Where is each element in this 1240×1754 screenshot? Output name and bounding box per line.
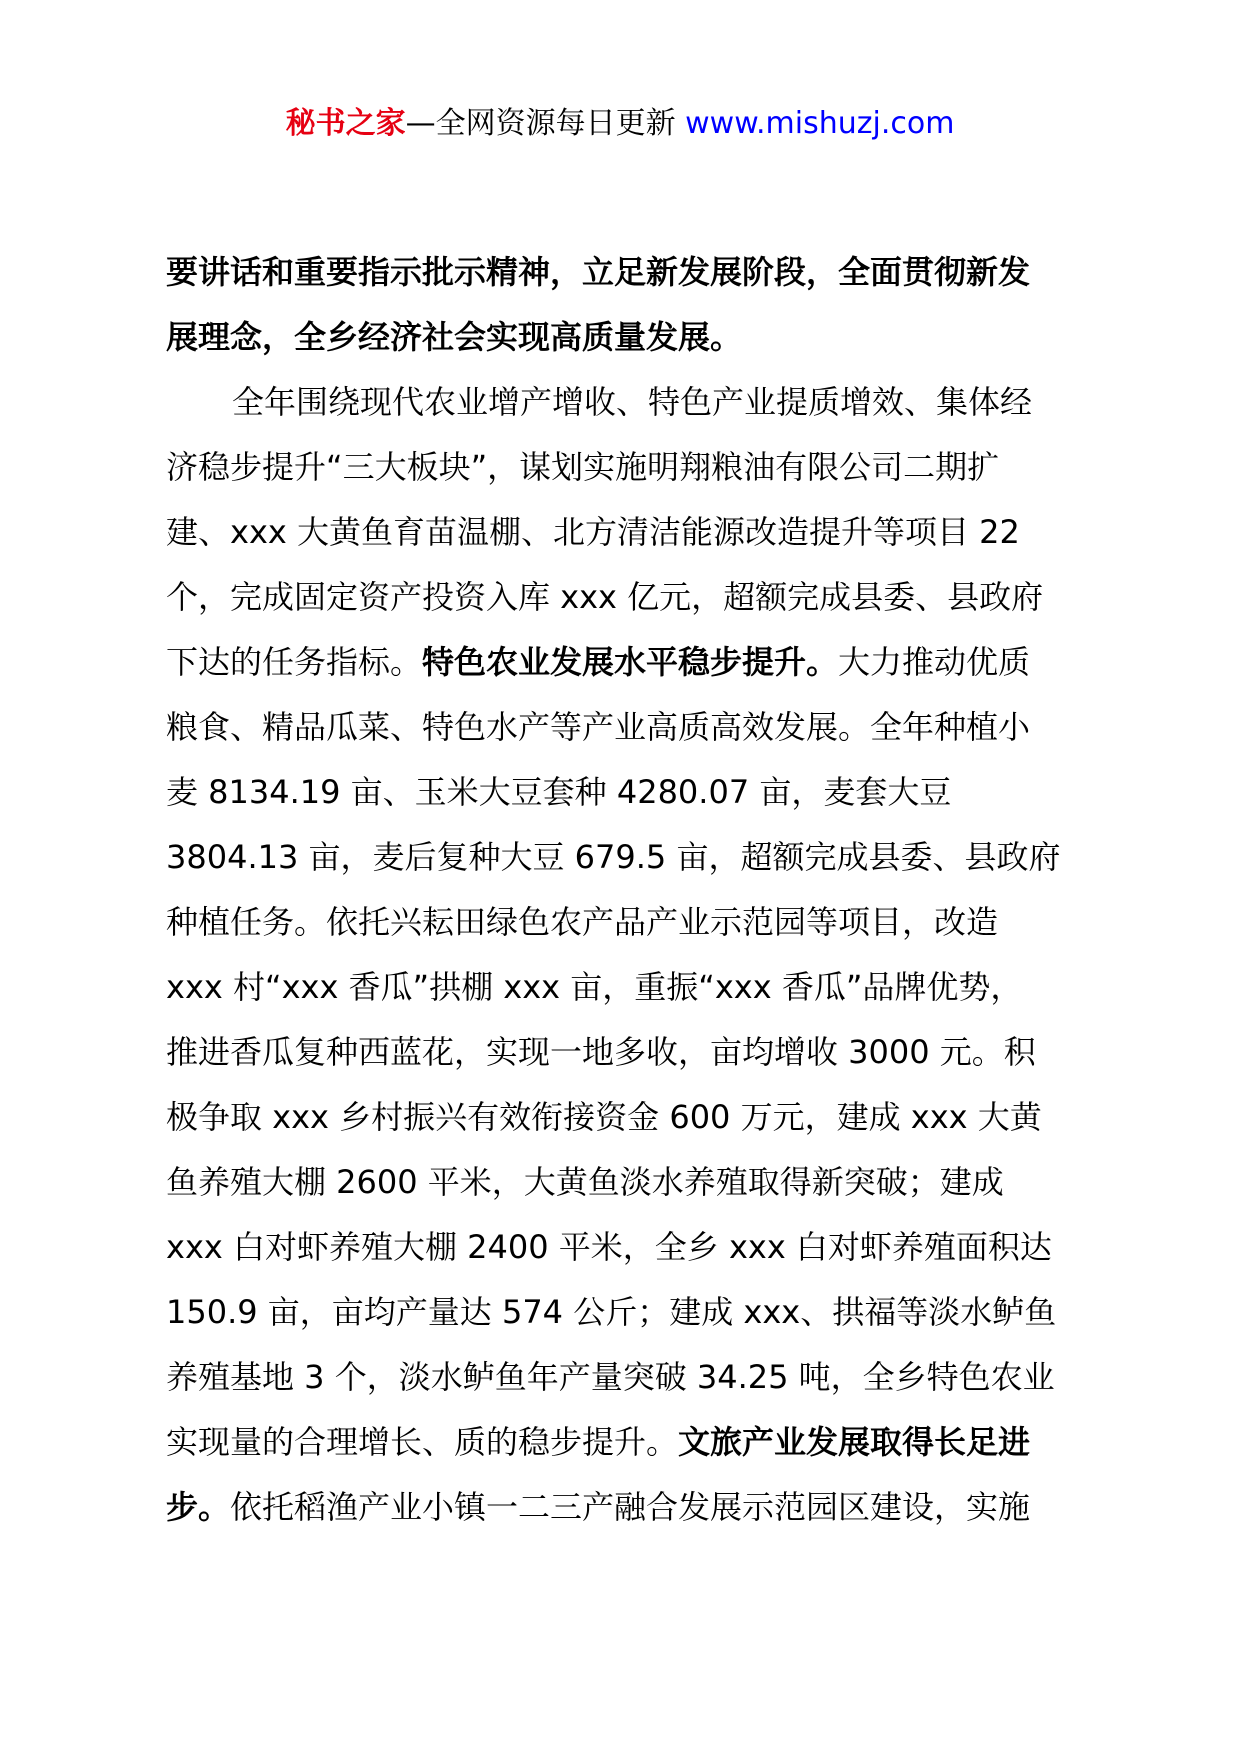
text-line — [166, 1475, 1074, 1540]
body-text: 下达的任务指标。 — [166, 643, 423, 681]
paragraph-start-line — [166, 370, 1074, 435]
text-line — [166, 630, 1074, 695]
body-text: 全年围绕现代农业增产增收、特色产业提质增效、集体经 — [232, 383, 1033, 421]
text-line — [166, 500, 1074, 565]
body-text: 极争取 xxx 乡村振兴有效衔接资金 600 万元，建成 xxx 大黄 — [166, 1098, 1042, 1136]
body-text: xxx 白对虾养殖大棚 2400 平米，全乡 xxx 白对虾养殖面积达 — [166, 1228, 1052, 1266]
body-text: 大力推动优质 — [838, 643, 1031, 681]
text-line — [166, 1345, 1074, 1410]
text-line — [166, 695, 1074, 760]
text-line — [166, 1150, 1074, 1215]
site-header — [0, 102, 1240, 146]
text-line — [166, 1280, 1074, 1345]
text-line — [166, 825, 1074, 890]
text-line — [166, 240, 1074, 305]
text-line — [166, 760, 1074, 825]
bold-text: 特色农业发展水平稳步提升。 — [422, 643, 839, 681]
body-text: 济稳步提升“三大板块”，谋划实施明翔粮油有限公司二期扩 — [166, 448, 1000, 486]
body-text: 150.9 亩，亩均产量达 574 公斤；建成 xxx、拱福等淡水鲈鱼 — [166, 1293, 1057, 1331]
body-text: 麦 8134.19 亩、玉米大豆套种 4280.07 亩，麦套大豆 — [166, 773, 952, 811]
body-text: 建、xxx 大黄鱼育苗温棚、北方清洁能源改造提升等项目 22 — [166, 513, 1020, 551]
body-text: 推进香瓜复种西蓝花，实现一地多收，亩均增收 3000 元。积 — [166, 1033, 1036, 1071]
text-line — [166, 435, 1074, 500]
bold-text: 步。 — [166, 1488, 231, 1526]
text-line — [166, 1215, 1074, 1280]
body-text: 实现量的合理增长、质的稳步提升。 — [166, 1423, 679, 1461]
text-line — [166, 1410, 1074, 1475]
text-line — [166, 890, 1074, 955]
text-line — [166, 955, 1074, 1020]
body-text: 鱼养殖大棚 2600 平米，大黄鱼淡水养殖取得新突破；建成 — [166, 1163, 1004, 1201]
body-text: 种植任务。依托兴耘田绿色农产品产业示范园等项目，改造 — [166, 903, 999, 941]
brand-name: 秘书之家 — [285, 106, 406, 141]
bold-text: 展理念，全乡经济社会实现高质量发展。 — [166, 318, 743, 356]
document-body — [166, 240, 1074, 1540]
bold-text: 文旅产业发展取得长足进 — [678, 1423, 1031, 1461]
text-line — [166, 1085, 1074, 1150]
body-text: 粮食、精品瓜菜、特色水产等产业高质高效发展。全年种植小 — [166, 708, 1031, 746]
text-line — [166, 305, 1074, 370]
body-text: 依托稻渔产业小镇一二三产融合发展示范园区建设，实施 — [230, 1488, 1031, 1526]
body-text: 养殖基地 3 个，淡水鲈鱼年产量突破 34.25 吨，全乡特色农业 — [166, 1358, 1055, 1396]
text-line — [166, 565, 1074, 630]
text-line — [166, 1020, 1074, 1085]
bold-text: 要讲话和重要指示批示精神，立足新发展阶段，全面贯彻新发 — [166, 253, 1031, 291]
body-text: 个，完成固定资产投资入库 xxx 亿元，超额完成县委、县政府 — [166, 578, 1044, 616]
site-url-link[interactable]: www.mishuzj.com — [685, 106, 955, 141]
site-slogan: —全网资源每日更新 — [405, 106, 676, 141]
body-text: xxx 村“xxx 香瓜”拱棚 xxx 亩，重振“xxx 香瓜”品牌优势， — [166, 968, 1023, 1006]
body-text: 3804.13 亩，麦后复种大豆 679.5 亩，超额完成县委、县政府 — [166, 838, 1061, 876]
